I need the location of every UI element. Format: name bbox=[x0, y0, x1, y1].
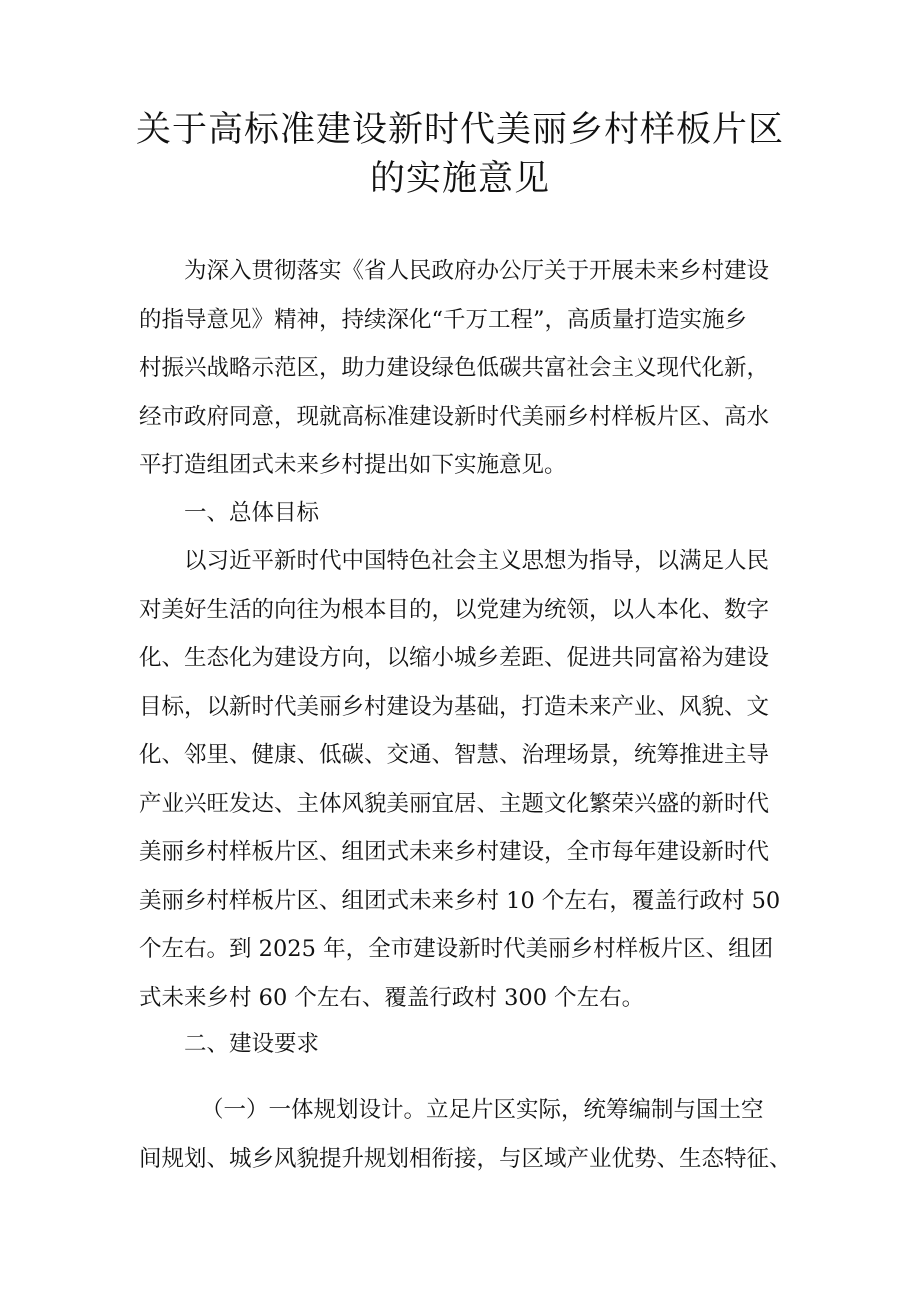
intro-line: 经市政府同意，现就高标准建设新时代美丽乡村样板片区、高水 bbox=[139, 403, 770, 430]
document-title-line-1: 关于高标准建设新时代美丽乡村样板片区 bbox=[135, 110, 784, 150]
section1-line: 化、邻里、健康、低碳、交通、智慧、治理场景，统筹推进主导 bbox=[139, 742, 770, 768]
section2-line: （一）一体规划设计。立足片区实际，统筹编制与国土空 bbox=[201, 1097, 764, 1123]
intro-line: 村振兴战略示范区，助力建设绿色低碳共富社会主义现代化新， bbox=[139, 355, 770, 381]
section1-paragraph bbox=[139, 537, 799, 1022]
intro-line: 为深入贯彻落实《省人民政府办公厅关于开展未来乡村建设 bbox=[184, 258, 770, 284]
section1-line: 以习近平新时代中国特色社会主义思想为指导，以满足人民 bbox=[184, 548, 770, 574]
section1-line: 目标，以新时代美丽乡村建设为基础，打造未来产业、风貌、文 bbox=[139, 693, 770, 720]
section1-line: 个左右。到 2025 年，全市建设新时代美丽乡村样板片区、组团 bbox=[139, 936, 774, 962]
section2-line: 间规划、城乡风貌提升规划相衔接，与区域产业优势、生态特征、 bbox=[139, 1145, 792, 1172]
section1-line: 产业兴旺发达、主体风貌美丽宜居、主题文化繁荣兴盛的新时代 bbox=[139, 790, 770, 817]
section1-line: 美丽乡村样板片区、组团式未来乡村 10 个左右，覆盖行政村 50 bbox=[139, 887, 781, 914]
intro-paragraph bbox=[139, 247, 799, 490]
intro-line: 平打造组团式未来乡村提出如下实施意见。 bbox=[139, 452, 567, 478]
intro-line: 的指导意见》精神，持续深化“千万工程”，高质量打造实施乡 bbox=[139, 306, 748, 333]
section1-line: 对美好生活的向往为根本目的，以党建为统领，以人本化、数字 bbox=[139, 596, 770, 623]
section1-line: 美丽乡村样板片区、组团式未来乡村建设，全市每年建设新时代 bbox=[139, 839, 770, 865]
section1-line: 式未来乡村 60 个左右、覆盖行政村 300 个左右。 bbox=[139, 984, 645, 1011]
section2-paragraph bbox=[139, 1086, 799, 1183]
section-heading-general-goal: 一、总体目标 bbox=[184, 500, 320, 526]
section-heading-construction-requirements: 二、建设要求 bbox=[184, 1031, 320, 1057]
document-title-line-2: 的实施意见 bbox=[369, 159, 550, 199]
section1-line: 化、生态化为建设方向，以缩小城乡差距、促进共同富裕为建设 bbox=[139, 645, 770, 671]
